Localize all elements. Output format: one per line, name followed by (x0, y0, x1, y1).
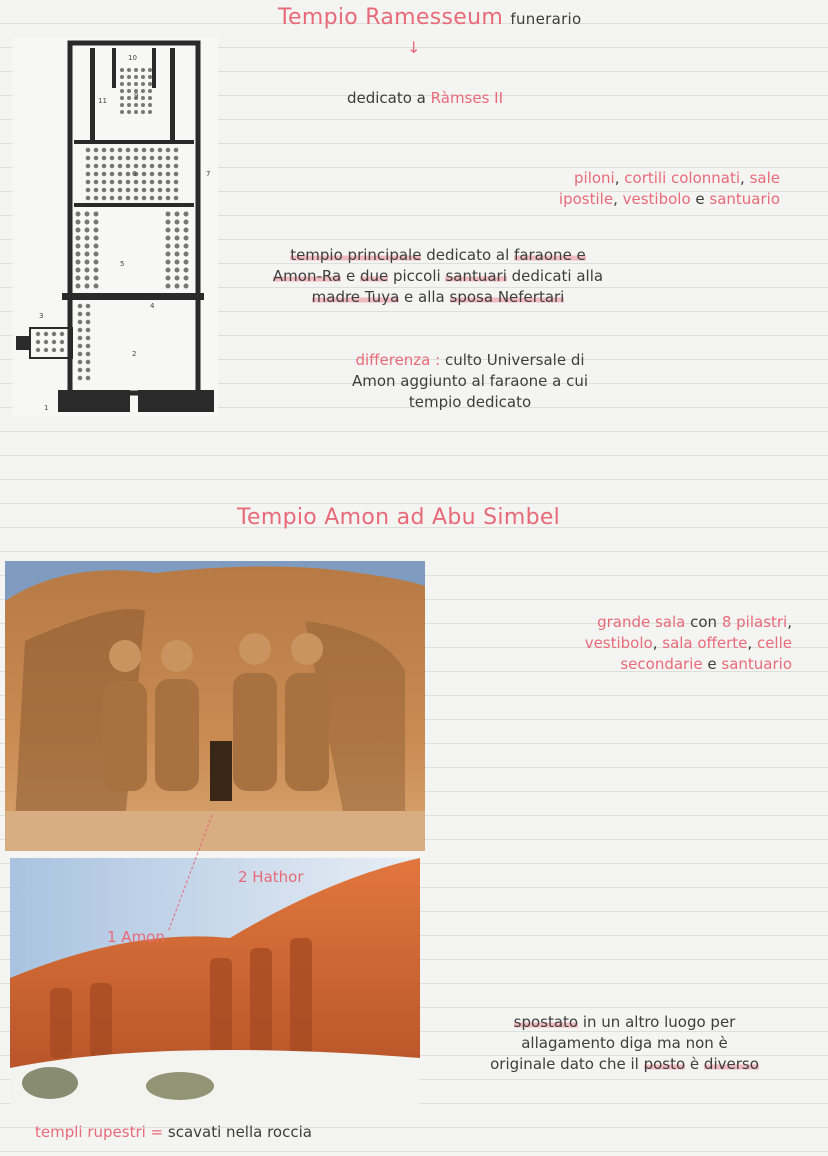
pharaoh-name: Ràmses II (430, 89, 504, 107)
plan-label-6: 6 (132, 170, 137, 178)
arrow-down: ↓ (407, 38, 421, 57)
features-text: grande sala con 8 pilastri, vestibolo, sala offerte, celle secondarie e santuario (584, 613, 792, 673)
plan-label-9: 9 (134, 92, 139, 100)
plan-label-10: 10 (128, 54, 137, 62)
moved-text: spostato in un altro luogo per allagamento diga ma non è originale dato che il posto è diverso (490, 1013, 759, 1073)
connector-line (150, 810, 230, 940)
main-temple-text: tempio principale dedicato al faraone e Amon-Ra e due piccoli santuari dedicati alla madre Tuya e alla sposa Nefertari (272, 246, 604, 306)
dedication-text: dedicato a Ràmses II (346, 89, 504, 107)
section2-title: Tempio Amon ad Abu Simbel (237, 505, 561, 530)
difference-text: differenza : culto Universale di Amon aggiunto al faraone a cui tempio dedicato (351, 351, 589, 411)
title-text: Tempio Ramesseum (278, 5, 504, 30)
abu-simbel-great-temple-photo (5, 561, 425, 851)
plan-label-7: 7 (206, 170, 211, 178)
section1-title (278, 5, 581, 30)
plan-label-3: 3 (39, 312, 44, 320)
plan-label-2: 2 (132, 350, 137, 358)
plan-label-11: 11 (98, 97, 107, 105)
difference-label: differenza (355, 351, 431, 369)
rock-temples-note: templi rupestri = scavati nella roccia (35, 1123, 312, 1141)
ramesseum-floor-plan (12, 38, 218, 416)
plan-label-4: 4 (150, 302, 155, 310)
plan-label-1: 1 (44, 404, 49, 412)
amon-label: 1 Amon (107, 928, 165, 946)
hathor-label: 2 Hathor (238, 868, 304, 886)
plan-label-5: 5 (120, 260, 125, 268)
structure-text: piloni, cortili colonnati, sale ipostile, vestibolo e santuario (558, 169, 780, 208)
title-suffix: funerario (510, 10, 582, 28)
